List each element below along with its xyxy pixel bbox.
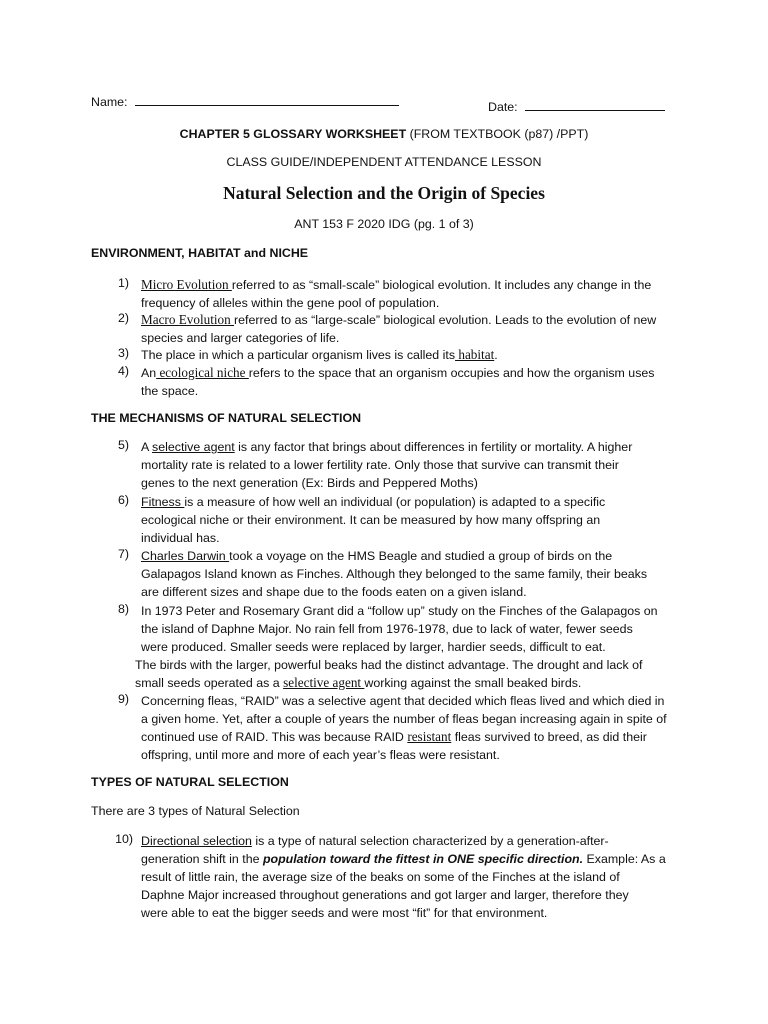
term-macro-evolution: Macro Evolution <box>141 312 235 327</box>
item-text: refers to the space that an organism occupies and how the organism uses <box>248 366 655 380</box>
term-fitness: Fitness <box>141 495 185 509</box>
item-text: referred to as “large-scale” biological evolution. Leads to the evolution of new <box>234 313 657 327</box>
item-text: referred to as “small-scale” biological evolution. It includes any change in the <box>231 278 652 292</box>
glossary-item-4 <box>141 364 681 400</box>
term-selective-agent: selective agent <box>152 440 235 454</box>
glossary-item-6 <box>141 493 681 547</box>
item-number: 6) <box>117 493 129 507</box>
term-selective-agent-2: selective agent <box>283 675 365 690</box>
name-label: Name: <box>91 95 128 109</box>
course-code: ANT 153 F 2020 IDG (pg. 1 of 3) <box>294 217 474 231</box>
date-field <box>488 98 665 114</box>
page-title: Natural Selection and the Origin of Species <box>223 183 545 203</box>
item-text: frequency of alleles within the gene pool of population. <box>141 296 440 310</box>
name-field <box>91 93 399 109</box>
item-text: Galapagos Island known as Finches. Although they belonged to the same family, their beaks <box>141 567 648 581</box>
date-blank-line[interactable] <box>525 98 665 111</box>
item-text: took a voyage on the HMS Beagle and studied a group of birds on the <box>229 549 613 563</box>
item-text: result of little rain, the average size of the beaks on some of the Finches at the island of <box>141 870 620 884</box>
item-text: Concerning fleas, “RAID” was a selective agent that decided which fleas lived and which died in <box>141 694 665 708</box>
item-text: fleas survived to breed, as did their <box>451 730 647 744</box>
item-number: 8) <box>117 602 129 616</box>
term-resistant: resistant <box>407 729 452 744</box>
item-number: 1) <box>117 276 129 290</box>
term-habitat: habitat <box>455 347 495 362</box>
term-micro-evolution: Micro Evolution <box>141 277 232 292</box>
item-text: a given home. Yet, after a couple of years the number of fleas began increasing again in spite of <box>141 712 667 726</box>
term-charles-darwin: Charles Darwin <box>141 549 230 563</box>
date-label: Date: <box>488 100 518 114</box>
item-text: the island of Daphne Major. No rain fell from 1976-1978, due to lack of water, fewer seeds <box>141 622 633 636</box>
worksheet-subtitle <box>0 127 768 141</box>
glossary-item-9 <box>141 692 681 764</box>
section-heading-environment: ENVIRONMENT, HABITAT and NICHE <box>91 246 309 260</box>
term-ecological-niche: ecological niche <box>156 365 249 380</box>
item-text: small seeds operated as a <box>135 676 284 690</box>
glossary-item-2 <box>141 311 681 347</box>
name-blank-line[interactable] <box>135 93 399 106</box>
item-text: ecological niche or their environment. It can be measured by how many offspring an <box>141 513 601 527</box>
drought-paragraph <box>135 656 642 692</box>
item-text: In 1973 Peter and Rosemary Grant did a “follow up” study on the Finches of the Galapagos on <box>141 604 658 618</box>
item-text: were produced. Smaller seeds were replaced by larger, hardier seeds, difficult to eat. <box>141 640 606 654</box>
item-text: were able to eat the bigger seeds and were most “fit” for that environment. <box>141 906 548 920</box>
glossary-item-8 <box>141 602 681 656</box>
item-text: working against the small beaked birds. <box>364 676 582 690</box>
lesson-type: CLASS GUIDE/INDEPENDENT ATTENDANCE LESSON <box>226 155 542 169</box>
glossary-item-1 <box>141 276 681 312</box>
glossary-item-7 <box>141 547 681 601</box>
item-text: . <box>494 348 498 362</box>
item-number: 3) <box>117 346 129 360</box>
glossary-item-3 <box>141 346 681 364</box>
item-text: individual has. <box>141 531 220 545</box>
item-number: 9) <box>117 692 129 706</box>
item-text: An <box>141 366 157 380</box>
item-text: is a type of natural selection characterized by a generation-after- <box>251 834 609 848</box>
glossary-item-5 <box>141 438 681 492</box>
item-text: Example: As a <box>583 852 666 866</box>
section-heading-types: TYPES OF NATURAL SELECTION <box>91 775 289 789</box>
item-text: the space. <box>141 384 199 398</box>
item-text: mortality rate is related to a lower fertility rate. Only those that survive can transmit their <box>141 458 619 472</box>
section-heading-mechanisms: THE MECHANISMS OF NATURAL SELECTION <box>91 411 362 425</box>
item-text: genes to the next generation (Ex: Birds and Peppered Moths) <box>141 476 478 490</box>
term-directional-selection: Directional selection <box>141 834 252 848</box>
item-text: Daphne Major increased throughout generations and got larger and larger, therefore they <box>141 888 629 902</box>
item-number: 5) <box>117 438 129 452</box>
glossary-item-10 <box>141 832 681 922</box>
item-number: 2) <box>117 311 129 325</box>
types-intro: There are 3 types of Natural Selection <box>91 804 300 818</box>
item-text: offspring, until more and more of each year’s fleas were resistant. <box>141 748 500 762</box>
item-number: 7) <box>117 547 129 561</box>
item-text: species and larger categories of life. <box>141 331 340 345</box>
item-text: continued use of RAID. This was because RAID <box>141 730 408 744</box>
item-text: The birds with the larger, powerful beaks had the distinct advantage. The drought and lack of <box>135 658 643 672</box>
item-text: is any factor that brings about differences in fertility or mortality. A higher <box>234 440 633 454</box>
item-number: 4) <box>117 364 129 378</box>
item-text: A <box>141 440 153 454</box>
item-text: The place in which a particular organism lives is called its <box>141 348 456 362</box>
chapter-label: CHAPTER 5 GLOSSARY WORKSHEET <box>179 127 407 141</box>
item-text: is a measure of how well an individual (or population) is adapted to a specific <box>184 495 606 509</box>
item-number: 10) <box>115 832 133 846</box>
item-text: generation shift in the <box>141 852 263 866</box>
item-text: are different sizes and shape due to the foods eaten on a given island. <box>141 585 527 599</box>
source-label: (FROM TEXTBOOK (p87) /PPT) <box>406 127 589 141</box>
emphasized-text: population toward the fittest in ONE specific direction. <box>262 852 584 866</box>
